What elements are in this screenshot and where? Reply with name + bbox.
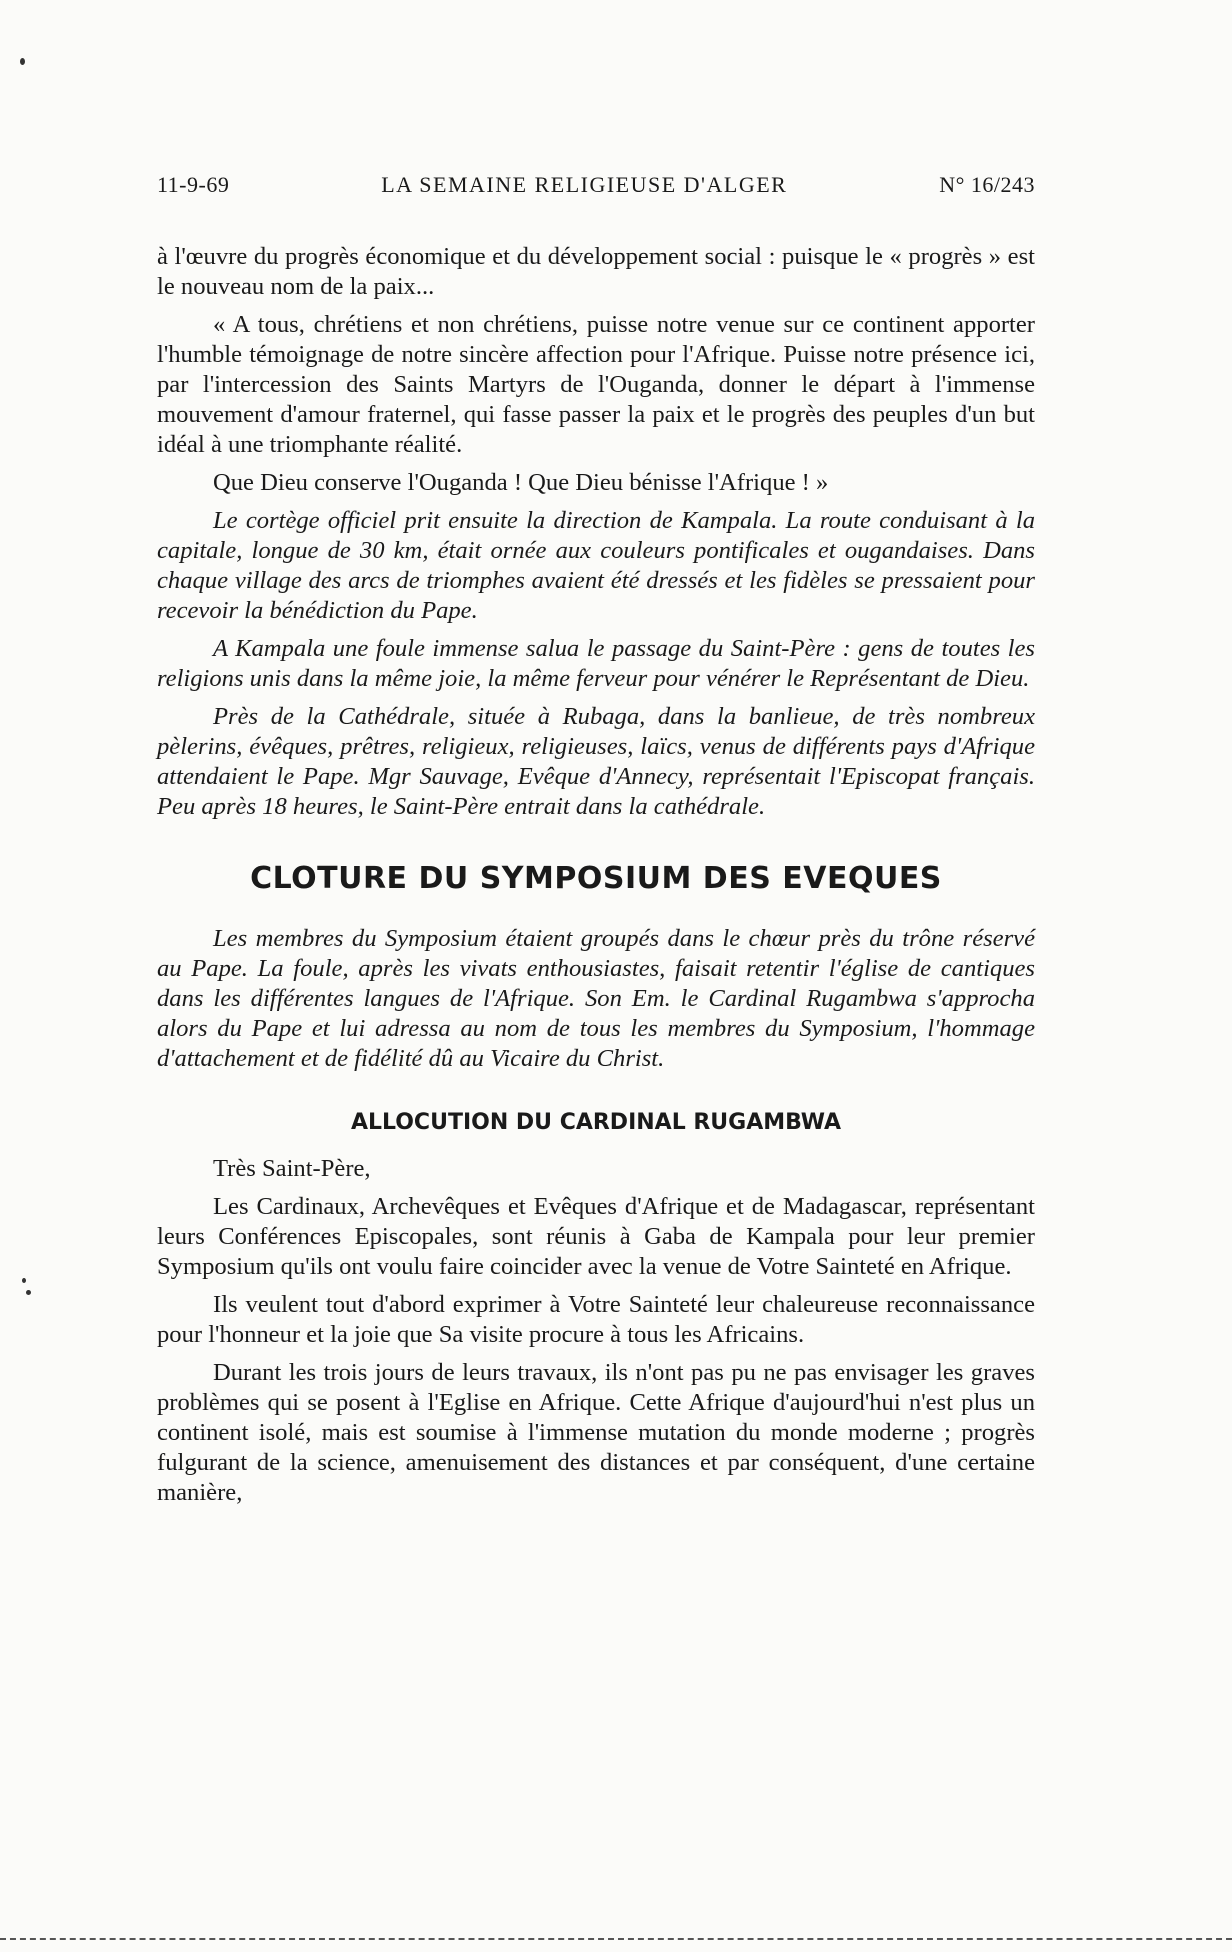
paragraph: Les Cardinaux, Archevêques et Evêques d'Afrique et de Madagascar, représentant leurs Conférences Episcopales, sont réunis à Gaba de Kampala pour leur premier Symposium qu'ils ont voulu faire coincider avec la venue de Votre Sainteté en Afrique. [157, 1193, 1035, 1280]
scan-speck [22, 1278, 26, 1283]
paragraph: Les membres du Symposium étaient groupés dans le chœur près du trône réservé au Pape. La foule, après les vivats enthousiastes, faisait retentir l'église de cantiques dans les différentes langues de l'Afrique. Son Em. le Cardinal Rugambwa s'approcha alors du Pape et lui adressa au nom de tous les membres du Symposium, l'hommage d'attachement et de fidélité dû au Vicaire du Christ. [157, 925, 1035, 1072]
paragraph: A Kampala une foule immense salua le passage du Saint-Père : gens de toutes les religions unis dans la même joie, la même ferveur pour vénérer le Représentant de Dieu. [157, 635, 1035, 692]
running-header [157, 172, 1035, 202]
paragraph: « A tous, chrétiens et non chrétiens, puisse notre venue sur ce continent apporter l'humble témoignage de notre sincère affection pour l'Afrique. Puisse notre présence ici, par l'intercession des Saints Martyrs de l'Ouganda, donner le départ à l'immense mouvement d'amour fraternel, qui fasse passer la paix et le progrès des peuples d'un but idéal à une triomphante réalité. [157, 311, 1035, 458]
scan-speck [20, 58, 25, 65]
paragraph: Près de la Cathédrale, située à Rubaga, dans la banlieue, de très nombreux pèlerins, évêques, prêtres, religieux, religieuses, laïcs, venus de différents pays d'Afrique attendaient le Pape. Mgr Sauvage, Evêque d'Annecy, représentait l'Episcopat français. Peu après 18 heures, le Saint-Père entrait dans la cathédrale. [157, 703, 1035, 820]
paragraph: à l'œuvre du progrès économique et du développement social : puisque le « progrès » est le nouveau nom de la paix... [157, 243, 1035, 300]
article-body [157, 242, 1035, 1516]
paragraph: Durant les trois jours de leurs travaux, ils n'ont pas pu ne pas envisager les graves problèmes qui se posent à l'Eglise en Afrique. Cette Afrique d'aujourd'hui n'est plus un continent isolé, mais est soumise à l'immense mutation du monde moderne ; progrès fulgurant de la science, amenuisement des distances et par conséquent, d'une certaine manière, [157, 1359, 1035, 1506]
subsection-heading: ALLOCUTION DU CARDINAL RUGAMBWA [350, 1110, 842, 1135]
paragraph: Le cortège officiel prit ensuite la direction de Kampala. La route conduisant à la capitale, longue de 30 km, était ornée aux couleurs pontificales et ougandaises. Dans chaque village des arcs de triomphes avaient été dressés et les fidèles se pressaient pour recevoir la bénédiction du Pape. [157, 507, 1035, 624]
header-issue-number: N° 16/243 [939, 172, 1035, 197]
header-date: 11-9-69 [157, 172, 230, 197]
paragraph: Ils veulent tout d'abord exprimer à Votre Sainteté leur chaleureuse reconnaissance pour l'honneur et la joie que Sa visite procure à tous les Africains. [157, 1291, 1035, 1348]
header-title: LA SEMAINE RELIGIEUSE D'ALGER [381, 172, 788, 197]
paragraph: Que Dieu conserve l'Ouganda ! Que Dieu bénisse l'Afrique ! » [213, 469, 829, 496]
section-heading: CLOTURE DU SYMPOSIUM DES EVEQUES [250, 861, 942, 896]
scan-speck [26, 1290, 31, 1295]
salutation: Très Saint-Père, [213, 1155, 371, 1182]
page-edge-rule [0, 1938, 1232, 1940]
